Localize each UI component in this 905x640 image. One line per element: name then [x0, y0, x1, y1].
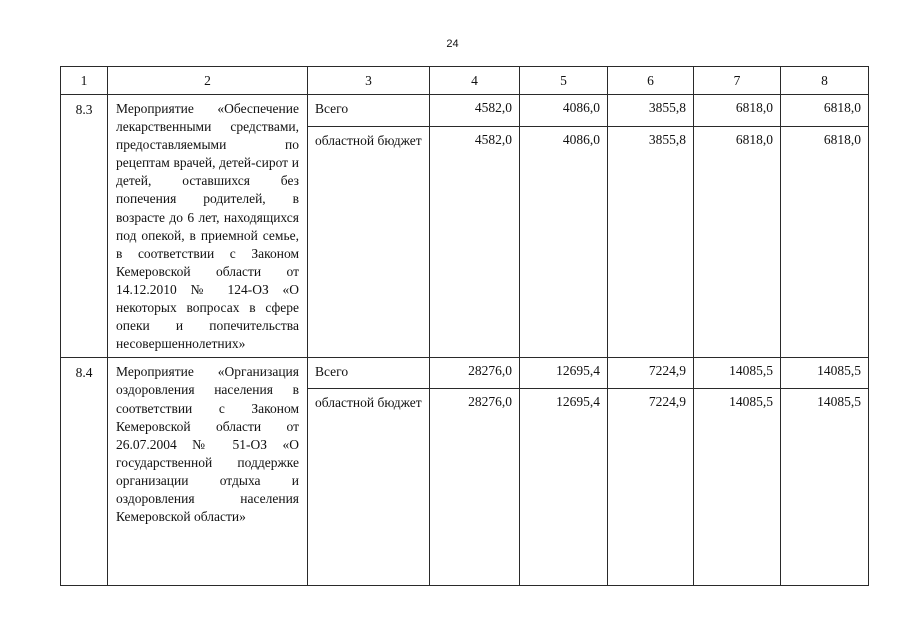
header-row [61, 67, 869, 95]
budget-table [60, 66, 869, 586]
funding-source: областной бюджет [308, 389, 430, 586]
column-header: 4 [430, 67, 520, 95]
value-cell: 3855,8 [608, 95, 694, 127]
value-cell: 7224,9 [608, 358, 694, 389]
value-cell: 6818,0 [694, 95, 781, 127]
page-number: 24 [446, 38, 459, 50]
value-cell: 14085,5 [694, 389, 781, 586]
value-cell: 6818,0 [781, 95, 869, 127]
value-cell: 4086,0 [520, 126, 608, 358]
value-cell: 4582,0 [430, 126, 520, 358]
value-cell: 12695,4 [520, 389, 608, 586]
value-cell: 7224,9 [608, 389, 694, 586]
value-cell: 4582,0 [430, 95, 520, 127]
column-header: 1 [61, 67, 108, 95]
measure-description: Мероприятие «Обеспечение лекарственными средствами, предоставляемыми по рецептам врачей, детей-сирот и детей, оставшихся без попечения родителей, в возрасте до 6 лет, находящихся под опекой, в приемной семье, в соответствии с Законом Кемеровской области от 14.12.2010 № 124-ОЗ «О некоторых вопросах в сфере опеки и попечительства несовершеннолетних» [108, 95, 308, 358]
funding-source: Всего [308, 358, 430, 389]
value-cell: 14085,5 [781, 389, 869, 586]
value-cell: 6818,0 [694, 126, 781, 358]
column-header: 8 [781, 67, 869, 95]
value-cell: 4086,0 [520, 95, 608, 127]
value-cell: 14085,5 [694, 358, 781, 389]
value-cell: 14085,5 [781, 358, 869, 389]
table-row [61, 95, 869, 127]
measure-description: Мероприятие «Организация оздоровления населения в соответствии с Законом Кемеровской области от 26.07.2004 № 51-ОЗ «О государственной поддержке организации отдыха и оздоровления населения Кемеровской области» [108, 358, 308, 586]
table-row [61, 358, 869, 389]
value-cell: 12695,4 [520, 358, 608, 389]
value-cell: 28276,0 [430, 389, 520, 586]
row-number: 8.4 [61, 358, 108, 586]
column-header: 5 [520, 67, 608, 95]
column-header: 2 [108, 67, 308, 95]
value-cell: 6818,0 [781, 126, 869, 358]
column-header: 7 [694, 67, 781, 95]
funding-source: областной бюджет [308, 126, 430, 358]
column-header: 6 [608, 67, 694, 95]
column-header: 3 [308, 67, 430, 95]
value-cell: 28276,0 [430, 358, 520, 389]
funding-source: Всего [308, 95, 430, 127]
value-cell: 3855,8 [608, 126, 694, 358]
row-number: 8.3 [61, 95, 108, 358]
